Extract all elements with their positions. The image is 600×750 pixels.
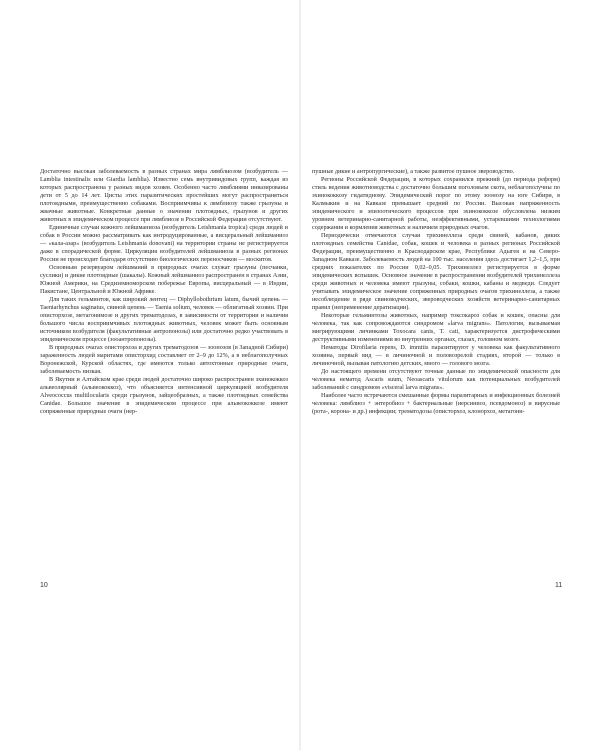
left-page-text: [40, 168, 288, 416]
right-page-text: [312, 168, 560, 416]
paragraph: В природных очагах описторхоза и других трематодозов — зоонозов (в Западной Сибири) зараженность людей маритами описторхид составляет от 2–9 до 12%, а в неблагополучных Воронежской, Курской областях, где имеются только автохтонные природные очаги, заболеваемость низкая.: [40, 344, 288, 376]
paragraph: До настоящего времени отсутствуют точные данные по эпидемической опасности для человека нематод Ascaris suum, Neoascaris vitulorum как потенциальных возбудителей заболеваний с синдромом «visceral larva migrans».: [312, 368, 560, 392]
paragraph: Регионы Российской Федерации, в которых сохранился прежний (до периода реформ) стиль ведения животноводства с достаточно большим поголовьем скота, неблагополучны по эхинококкозу гидатидному. Эпидемический порог по этому зоонозу на юге Сибири, в Калмыкии и на Кавказе превышает средний по России. Высокая напряженность эпидемического и эпизоотического процессов при эхинококкозе обусловлена низким уровнем ветеринарно-санитарной работы, неэффективными, устаревшими технологиями содержания и кормления животных и наличием природных очагов.: [312, 176, 560, 232]
page-gutter: [299, 0, 301, 750]
paragraph: Нематоды Dirofilaria repens, D. immitis паразитируют у человека как факультативного хозяина, первый вид — в личиночной и половозрелой стадиях, второй — только в личиночной, вызывая патологию детских, много — голового мозга.: [312, 344, 560, 368]
paragraph: пушные дикие и антропургические), а также развитое пушное звероводство.: [312, 168, 515, 175]
paragraph: Единичные случаи кожного лейшманиоза (возбудитель Leishmania tropica) среди людей и собак в России можно рассматривать как интродуцированные, а висцеральный лейшманиоз — «кала-азар» (возбудитель Leishmania donovani) на территории страны не регистрируется даже в спорадической форме. Циркуляция возбудителей лейшманиоза в разных регионах России не происходит благодаря отсутствию биологических переносчиков — москитов.: [40, 224, 288, 264]
paragraph: Основным резервуаром лейшманий в природных очагах служат грызуны (песчанки, суслики) и дикие плотоядные (шакалы). Кожный лейшманиоз распространен в странах Азии, Южной Америки, на Средиземноморском побережье Европы, висцеральный — в Индии, Пакистане, Центральной и Южной Африке.: [40, 264, 288, 296]
paragraph: В Якутии и Алтайском крае среди людей достаточно широко распространен эхинококкоз альвеолярный (альвеококкоз), что объясняется интенсивной циркуляцией возбудителя Alveococcus multilocularis среди грызунов, зайцеобразных, а также плотоядных семейства Canidae. Большое значение в эпидемическом процессе при альвеококкозе имеют сопряженные природные очаги (нер-: [40, 376, 288, 416]
page-number-right: 11: [555, 582, 563, 589]
paragraph: Некоторые гельминтозы животных, например токсокароз собак и кошек, опасны для человека, так как сопровождаются синдромом «larva migrans». Патология, вызываемая мигрирующими личинками Toxocara canis, T. cati, характеризуется дистрофическими деструктивными изменениями во внутренних органах, глазах, головном мозге.: [312, 312, 560, 344]
paragraph: Наиболее часто встречаются смешанные формы паразитарных и инфекционных болезней человека: лямблиоз + энтеробиоз + бактериальные (иерсиниоз, псевдомоноз) и вирусные (рота-, корона- и др.) инфекции; трематодозы (описторхоз, клонорхоз, метагони-: [312, 392, 560, 416]
paragraph: Достаточно высокая заболеваемость в разных странах мира лямблиозом (возбудитель — Lamblia intestinalis или Giardia lamblia). Известно семь внутривидовых групп, каждая из которых распространена у разных видов хозяев. Особенно часто лямблиями инвазированы дети от 5 до 14 лет. Цисты этих паразитических простейших могут распространяться плотоядными, преимущественно собаками. Восприимчивы к лямблиозу также грызуны и жвачные животные. Конкретные данные о значении плотоядных, грызунов и других животных в эпидемическом процессе при лямблиозе в Российской Федерации отсутствуют.: [40, 168, 288, 224]
page-number-left: 10: [40, 582, 48, 589]
paragraph: Периодически отмечаются случаи трихинеллеза среди свиней, кабанов, диких плотоядных семейства Canidae, собак, кошек и человека в разных регионах Российской Федерации, преимущественно в Краснодарском крае, Республике Адыгея и на Северо-Западном Кавказе. Заболеваемость людей на 100 тыс. населения здесь достигает 1,2–1,5, при средних показателях по России 0,02–0,05. Трихинеллез регистрируется в форме эпидемических вспышек. Основное значение в распространении возбудителей трихинеллеза среди животных и человека имеют грызуны, собаки, кошки, кабаны и медведи. Следует учитывать эпидемическое значение сопряженных природных очагов трихинеллеза, а также несоблюдение в ряде свиноводческих, звероводческих хозяйств ветеринарно-санитарных правил (неприменение дератизации).: [312, 232, 560, 312]
paragraph: Для таких гельминтов, как широкий лентец — Diphyllobothrium latum, бычий цепень — Taeniarhynchus saginatus, свиной цепень — Taenia solium, человек — облигатный хозяин. При описторхозе, метагонимозе и других трематодозах, в зависимости от территории и наличия большого числа восприимчивых плотоядных животных, человек может быть основным источником возбудителя (факультативные антропонозы) или достаточно редко участвовать в эпидемическом процессе (зооантропонозы).: [40, 296, 288, 344]
